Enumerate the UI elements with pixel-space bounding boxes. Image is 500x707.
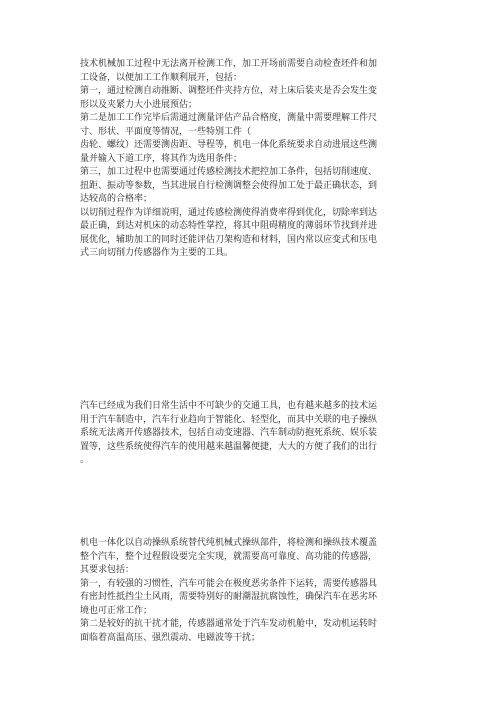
text-line: 工设备，以便加工工作顺利展开，包括：	[80, 72, 243, 83]
text-line: 系统无法离开传感器技术，包括自动变速器、汽车制动防抱死系统、娱乐装	[80, 428, 378, 438]
text-line: 寸、形状、平面度等情况，一些特别工件（	[80, 126, 252, 137]
paragraph-sensor-requirements	[80, 537, 425, 645]
text-line: 最正确，到达对机床的动态特性掌控，将其中阻碍精度的薄弱环节找到并进	[80, 221, 378, 231]
text-line: 达较高的合格率；	[80, 194, 153, 204]
text-line: 第一，有较强的习惯性，汽车可能会在极度恶劣条件下运转，需要传感器具	[80, 578, 378, 589]
text-line: 第二是加工工作完毕后需通过测量评估产品合格度，测量中需要理解工件尺	[80, 113, 378, 123]
paragraph-automotive-intro	[80, 400, 425, 468]
text-line: 用于汽车制造中，汽车行业趋向于智能化、轻型化，而其中关联的电子操纵	[80, 414, 378, 425]
text-line: 形以及夹紧力大小进展预估；	[80, 99, 198, 110]
text-line: 齿轮、螺纹）还需要测齿距、导程等，机电一体化系统要求自动进展这些测	[80, 140, 378, 150]
text-line: 其要求包括：	[80, 565, 135, 575]
text-line: 汽车已经成为我们日常生活中不可缺少的交通工具，也有越来越多的技术运	[80, 401, 378, 411]
text-line: 整个汽车，整个过程假设要完全实现，就需要高可靠度、高功能的传感器，	[80, 551, 378, 562]
text-line: 第一，通过检测自动推断、调整坯件夹持方位，对上床后装夹是否会发生变	[80, 86, 378, 96]
text-line: 置等，这些系统使得汽车的使用越来越温馨便捷，大大的方便了我们的出行	[80, 441, 378, 452]
text-line: 展优化，辅助加工的同时还能评估刀架构造和材料，国内常以应变式和压电	[80, 234, 378, 245]
text-line: 境也可正常工作；	[80, 605, 153, 616]
text-line: 第二是较好的抗干扰才能，传感器通常处于汽车发动机舱中，发动机运转时	[80, 619, 378, 629]
text-line: 第三，加工过程中也需要通过传感检测技术把控加工条件，包括切削速度、	[80, 167, 378, 177]
text-line: 量并输入下道工序，将其作为选用条件；	[80, 153, 243, 164]
text-line: 式三向切削力传感器作为主要的工具。	[80, 248, 234, 258]
text-line: 机电一体化以自动操纵系统替代纯机械式操纵部件，将检测和操纵技术覆盖	[80, 538, 378, 548]
paragraph-machining-inspection	[80, 58, 425, 261]
text-line: 扭距、振动等参数，当其进展自行检测调整会使得加工处于最正确状态，到	[80, 180, 378, 191]
text-line: 面临着高温高压、强烈震动、电磁波等干扰；	[80, 632, 261, 643]
text-line: 技术机械加工过程中无法离开检测工作，加工开场前需要自动检查坯件和加	[80, 59, 378, 69]
text-line: 。	[80, 455, 90, 465]
text-line: 以切削过程作为详细说明，通过传感检测使得消费率得到优化，切除率到达	[80, 207, 378, 218]
text-line: 有密封性抵挡尘土风雨，需要特别好的耐潮湿抗腐蚀性，确保汽车在恶劣环	[80, 592, 378, 602]
